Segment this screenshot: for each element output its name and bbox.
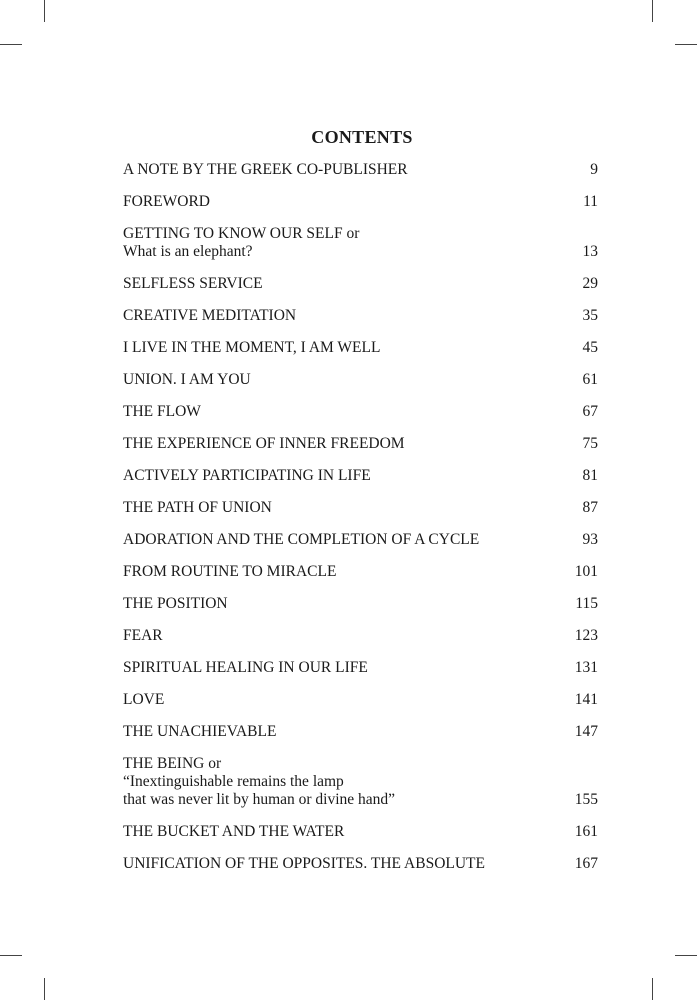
toc-entry-page-number: 123 bbox=[574, 627, 598, 644]
toc-entry-title: THE BEING or bbox=[123, 755, 222, 772]
toc-entry bbox=[123, 434, 598, 453]
toc-entry-page-number: 93 bbox=[582, 531, 598, 548]
toc-entry bbox=[123, 498, 598, 517]
toc-entry-title: CREATIVE MEDITATION bbox=[123, 307, 297, 324]
toc-entry-page-number: 67 bbox=[582, 403, 598, 420]
toc-entry bbox=[123, 338, 598, 357]
toc-entry bbox=[123, 690, 598, 709]
toc-entry-title: SPIRITUAL HEALING IN OUR LIFE bbox=[123, 659, 368, 676]
toc-entry bbox=[123, 594, 598, 613]
toc-entry-title: GETTING TO KNOW OUR SELF or bbox=[123, 225, 360, 242]
crop-mark-top-right-horizontal bbox=[675, 44, 697, 45]
toc-entry-title: THE FLOW bbox=[123, 403, 201, 420]
toc-entry-subtitle: that was never lit by human or divine hand” bbox=[123, 791, 396, 808]
toc-entry-title: UNIFICATION OF THE OPPOSITES. THE ABSOLUTE bbox=[123, 855, 485, 872]
toc-entry-title: ACTIVELY PARTICIPATING IN LIFE bbox=[123, 467, 371, 484]
crop-mark-bottom-right-vertical bbox=[652, 978, 653, 1000]
toc-entry-title: I LIVE IN THE MOMENT, I AM WELL bbox=[123, 339, 381, 356]
toc-entry-page-number: 35 bbox=[582, 307, 598, 324]
toc-entry-title: THE POSITION bbox=[123, 595, 228, 612]
toc-entry-title: ADORATION AND THE COMPLETION OF A CYCLE bbox=[123, 531, 480, 548]
crop-mark-bottom-left-vertical bbox=[44, 978, 45, 1000]
toc-entry-title: FOREWORD bbox=[123, 193, 210, 210]
toc-entry-title: SELFLESS SERVICE bbox=[123, 275, 263, 292]
toc-entry bbox=[123, 402, 598, 421]
toc-entry bbox=[123, 160, 598, 179]
crop-mark-top-left-horizontal bbox=[0, 44, 22, 45]
toc-entry-title: THE UNACHIEVABLE bbox=[123, 723, 277, 740]
toc-entry-page-number: 9 bbox=[590, 161, 598, 178]
toc-entry-title: FEAR bbox=[123, 627, 163, 644]
toc-entry-page-number: 147 bbox=[574, 723, 598, 740]
toc-entry bbox=[123, 754, 598, 809]
toc-entry-page-number: 101 bbox=[574, 563, 598, 580]
toc-entry bbox=[123, 722, 598, 741]
crop-mark-top-left-vertical bbox=[44, 0, 45, 22]
toc-entry-page-number: 161 bbox=[574, 823, 598, 840]
toc-entry bbox=[123, 274, 598, 293]
crop-mark-bottom-left-horizontal bbox=[0, 955, 22, 956]
toc-entry bbox=[123, 562, 598, 581]
toc-entry-title: THE PATH OF UNION bbox=[123, 499, 272, 516]
toc-entry bbox=[123, 658, 598, 677]
toc-entry-page-number: 155 bbox=[574, 791, 598, 808]
toc-entry-title: A NOTE BY THE GREEK CO-PUBLISHER bbox=[123, 161, 408, 178]
toc-entry-page-number: 61 bbox=[582, 371, 598, 388]
crop-mark-bottom-right-horizontal bbox=[675, 955, 697, 956]
toc-entry bbox=[123, 854, 598, 873]
toc-entry bbox=[123, 822, 598, 841]
toc-entry-page-number: 75 bbox=[582, 435, 598, 452]
toc-entry-page-number: 141 bbox=[574, 691, 598, 708]
page-title: CONTENTS bbox=[311, 127, 413, 147]
crop-mark-top-right-vertical bbox=[652, 0, 653, 22]
toc-entry bbox=[123, 466, 598, 485]
toc-entry bbox=[123, 306, 598, 325]
toc-entry bbox=[123, 530, 598, 549]
toc-entry bbox=[123, 192, 598, 211]
toc-entry bbox=[123, 626, 598, 645]
toc-entry-page-number: 131 bbox=[574, 659, 598, 676]
table-of-contents bbox=[123, 160, 598, 886]
toc-entry-title: THE EXPERIENCE OF INNER FREEDOM bbox=[123, 435, 405, 452]
toc-entry bbox=[123, 224, 598, 261]
toc-entry-title: FROM ROUTINE TO MIRACLE bbox=[123, 563, 337, 580]
toc-entry-subtitle: “Inextinguishable remains the lamp bbox=[123, 773, 344, 790]
toc-entry-page-number: 13 bbox=[582, 243, 598, 260]
toc-entry-title: UNION. I AM YOU bbox=[123, 371, 251, 388]
toc-entry-page-number: 167 bbox=[574, 855, 598, 872]
toc-entry-title: LOVE bbox=[123, 691, 165, 708]
toc-entry bbox=[123, 370, 598, 389]
toc-entry-page-number: 29 bbox=[582, 275, 598, 292]
toc-entry-subtitle: What is an elephant? bbox=[123, 243, 253, 260]
toc-entry-page-number: 45 bbox=[582, 339, 598, 356]
toc-entry-page-number: 87 bbox=[582, 499, 598, 516]
toc-entry-page-number: 11 bbox=[583, 193, 598, 210]
toc-entry-title: THE BUCKET AND THE WATER bbox=[123, 823, 345, 840]
toc-entry-page-number: 81 bbox=[582, 467, 598, 484]
toc-entry-page-number: 115 bbox=[575, 595, 598, 612]
